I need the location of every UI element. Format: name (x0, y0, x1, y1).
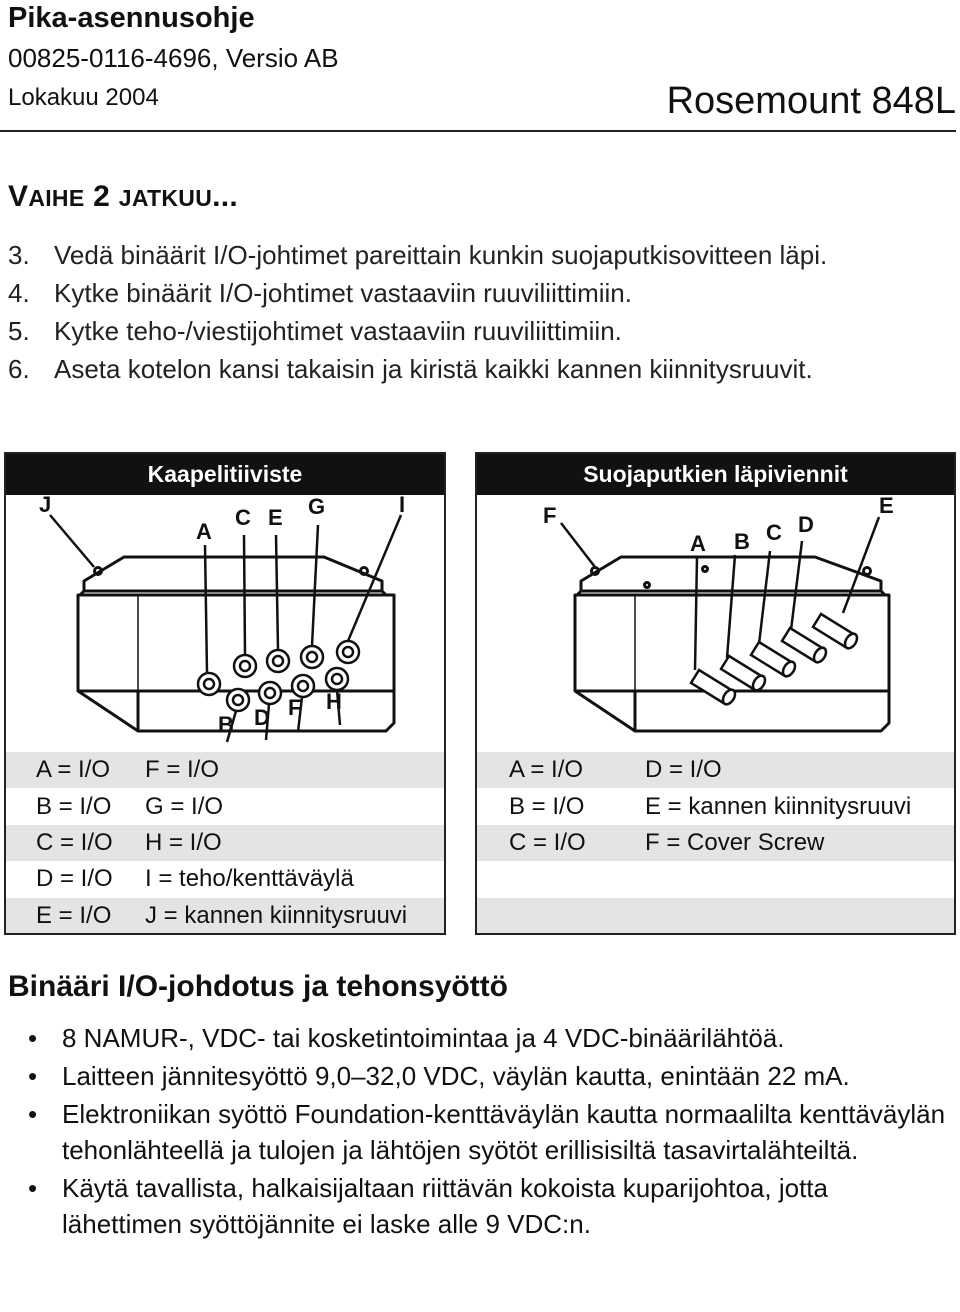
cable-gland-icon (267, 650, 289, 672)
label-b: B (218, 712, 234, 737)
legend-row (6, 788, 444, 824)
cable-gland-icon (259, 682, 281, 704)
legend-cell: A = I/O (509, 756, 584, 784)
label-j: J (39, 495, 52, 517)
step-heading-number: 2 (84, 180, 119, 213)
step-item (8, 312, 953, 350)
step-item (8, 236, 953, 274)
legend-row (6, 898, 444, 934)
enclosure-lid (84, 557, 382, 591)
legend-row (6, 752, 444, 788)
label-c: C (235, 505, 251, 530)
list-item (28, 1020, 953, 1056)
legend-row (6, 825, 444, 861)
step-heading-dots: ... (212, 180, 239, 213)
step-heading-word2: JATKUU (118, 185, 213, 211)
legend-cell: B = I/O (36, 792, 112, 820)
legend-cell: E = kannen kiinnitysruuvi (645, 792, 912, 820)
label-a: A (196, 519, 212, 544)
step-text: Vedä binäärit I/O-johtimet pareittain kunkin suojaputkisovitteen läpi. (54, 240, 828, 270)
cable-gland-icon (198, 673, 220, 695)
bullet-icon: • (28, 1099, 38, 1129)
label-i: I (399, 495, 406, 517)
step-item (8, 274, 953, 312)
label-c: C (766, 520, 782, 545)
step-number: 3. (8, 240, 30, 270)
enclosure-lid (581, 557, 881, 591)
legend-row (6, 861, 444, 897)
legend-cell: E = I/O (36, 901, 112, 929)
bullet-list (28, 1020, 953, 1244)
legend-cell: A = I/O (36, 756, 111, 784)
cable-gland-icon (337, 641, 359, 663)
step-text: Kytke teho-/viestijohtimet vastaaviin ruuviliittimiin. (54, 316, 622, 346)
header-rule (0, 130, 956, 132)
legend-cell: C = I/O (509, 828, 586, 856)
list-item (28, 1058, 953, 1094)
legend-cell: C = I/O (36, 828, 113, 856)
lid-screw-icon (361, 568, 368, 575)
step-number: 4. (8, 278, 30, 308)
bullet-icon: • (28, 1023, 38, 1053)
lid-screw-icon (864, 568, 871, 575)
legend-cell: F = Cover Screw (645, 828, 825, 856)
lid-screw-icon (703, 567, 708, 572)
legend-row (477, 788, 954, 824)
conduit-entry-panel-title: Suojaputkien läpiviennit (477, 454, 954, 495)
list-item (28, 1096, 953, 1168)
label-f: F (288, 695, 302, 720)
conduit-entry-icon (813, 614, 859, 650)
label-e: E (268, 505, 283, 530)
step-heading (8, 180, 238, 214)
legend-cell: D = I/O (645, 756, 722, 784)
bullet-text: Laitteen jännitesyöttö 9,0–32,0 VDC, väylän kautta, enintään 22 mA. (62, 1061, 850, 1091)
cable-gland-icon (234, 655, 256, 677)
cable-gland-icon (326, 668, 348, 690)
label-f: F (543, 503, 557, 528)
step-heading-word1: AIHE (28, 185, 85, 211)
legend-row (477, 898, 954, 934)
legend-row (477, 861, 954, 897)
step-heading-lead: V (8, 180, 29, 213)
label-e: E (879, 495, 894, 518)
cable-gland-legend (6, 752, 444, 934)
legend-cell: B = I/O (509, 792, 585, 820)
legend-cell: G = I/O (145, 792, 224, 820)
cable-gland-enclosure-diagram (6, 495, 444, 755)
label-b: B (734, 529, 750, 554)
cable-gland-icon (301, 646, 323, 668)
bullet-text: 8 NAMUR-, VDC- tai kosketintoimintaa ja 4 VDC-binäärilähtöä. (62, 1023, 785, 1053)
legend-row (477, 752, 954, 788)
label-a: A (690, 531, 706, 556)
cable-gland-icon (292, 675, 314, 697)
step-text: Aseta kotelon kansi takaisin ja kiristä kaikki kannen kiinnitysruuvit. (54, 354, 813, 384)
label-d: D (798, 512, 814, 537)
bullet-text: Käytä tavallista, halkaisijaltaan riittävän kokoista kuparijohtoa, jotta lähettimen syöttöjännite ei laske alle 9 VDC:n. (62, 1173, 828, 1239)
bullet-icon: • (28, 1061, 38, 1091)
step-item (8, 350, 953, 388)
lid-screw-icon (645, 583, 650, 588)
label-h: H (326, 689, 342, 714)
section-title: Binääri I/O-johdotus ja tehonsyöttö (8, 970, 509, 1003)
list-item (28, 1170, 953, 1242)
conduit-entry-legend (477, 752, 954, 934)
document-number: 00825-0116-4696, Versio AB (8, 43, 339, 73)
label-g: G (308, 495, 326, 519)
legend-cell: I = teho/kenttäväylä (145, 865, 354, 893)
step-list (8, 236, 953, 388)
legend-cell: D = I/O (36, 865, 113, 893)
step-text: Kytke binäärit I/O-johtimet vastaaviin ruuviliittimiin. (54, 278, 632, 308)
cable-gland-panel-title: Kaapelitiiviste (6, 454, 444, 495)
step-number: 5. (8, 316, 30, 346)
legend-row (477, 825, 954, 861)
legend-cell: H = I/O (145, 828, 222, 856)
bullet-icon: • (28, 1173, 38, 1203)
product-name: Rosemount 848L (666, 80, 956, 122)
legend-cell: J = kannen kiinnitysruuvi (145, 901, 408, 929)
conduit-entry-panel (475, 452, 956, 935)
document-title: Pika-asennusohje (8, 2, 255, 34)
conduit-entry-enclosure-diagram (477, 495, 954, 755)
cable-gland-panel (4, 452, 446, 935)
document-date: Lokakuu 2004 (8, 84, 159, 111)
label-d: D (254, 705, 270, 730)
cable-gland-icon (227, 689, 249, 711)
step-number: 6. (8, 354, 30, 384)
bullet-text: Elektroniikan syöttö Foundation-kenttäväylän kautta normaalilta kenttäväylän tehonlähteellä ja tulojen ja lähtöjen syötöt erillisisiltä tasavirtalähteiltä. (62, 1099, 946, 1165)
legend-cell: F = I/O (145, 756, 220, 784)
